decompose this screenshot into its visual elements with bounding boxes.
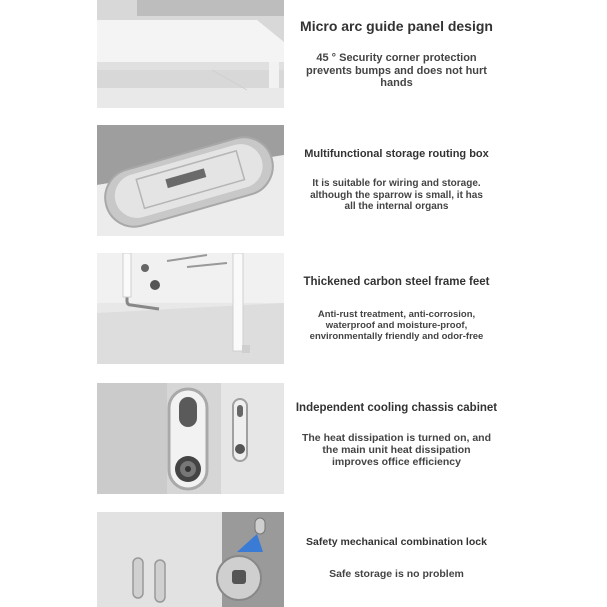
feature-title: Independent cooling chassis cabinet: [295, 402, 498, 414]
cable-box-icon: [97, 125, 284, 236]
feature-title: Micro arc guide panel design: [300, 18, 493, 34]
desc-line: Safe storage is no problem: [329, 568, 464, 580]
desc-line: improves office efficiency: [332, 456, 461, 469]
feature-section-1: [97, 0, 509, 108]
feature-text-2: [284, 125, 509, 236]
cooling-cabinet-image: [97, 383, 284, 494]
desk-corner-icon: [97, 0, 284, 108]
desc-line: Anti-rust treatment, anti-corrosion,: [317, 309, 476, 320]
combination-lock-image: [97, 512, 284, 607]
feature-title: Multifunctional storage routing box: [304, 148, 489, 160]
cooling-cabinet-icon: [97, 383, 284, 494]
desc-line: It is suitable for wiring and storage.: [312, 178, 481, 189]
desc-line: The heat dissipation is turned on, and: [301, 432, 491, 444]
desc-line: the main unit heat dissipation: [322, 444, 471, 457]
feature-description: [298, 432, 495, 468]
feature-text-3: [284, 253, 509, 364]
feature-section-5: [97, 512, 509, 607]
feature-description: [298, 178, 495, 213]
feature-section-2: [97, 125, 509, 236]
feature-text-5: [284, 512, 509, 607]
feature-section-4: [97, 383, 509, 494]
desc-line: hands: [380, 77, 413, 90]
feature-text-4: [284, 383, 509, 494]
steel-frame-leg-icon: [97, 253, 284, 364]
desc-line: 45 ° Security corner protection: [316, 52, 477, 64]
feature-description: [298, 52, 495, 90]
desc-line: environmentally friendly and odor-free: [309, 330, 484, 342]
combination-lock-icon: [97, 512, 284, 607]
feature-section-3: [97, 253, 509, 364]
desk-corner-image: [97, 0, 284, 108]
feature-description: [298, 310, 495, 343]
feature-description: [298, 568, 495, 580]
feature-title: Safety mechanical combination lock: [306, 536, 487, 548]
feature-title: Thickened carbon steel frame feet: [303, 276, 490, 288]
feature-text-1: [284, 0, 509, 108]
desc-line: although the sparrow is small, it has: [310, 189, 483, 201]
desc-line: waterproof and moisture-proof,: [325, 319, 468, 331]
desc-line: prevents bumps and does not hurt: [306, 64, 487, 77]
steel-frame-image: [97, 253, 284, 364]
cable-box-image: [97, 125, 284, 236]
desc-line: all the internal organs: [344, 201, 449, 212]
